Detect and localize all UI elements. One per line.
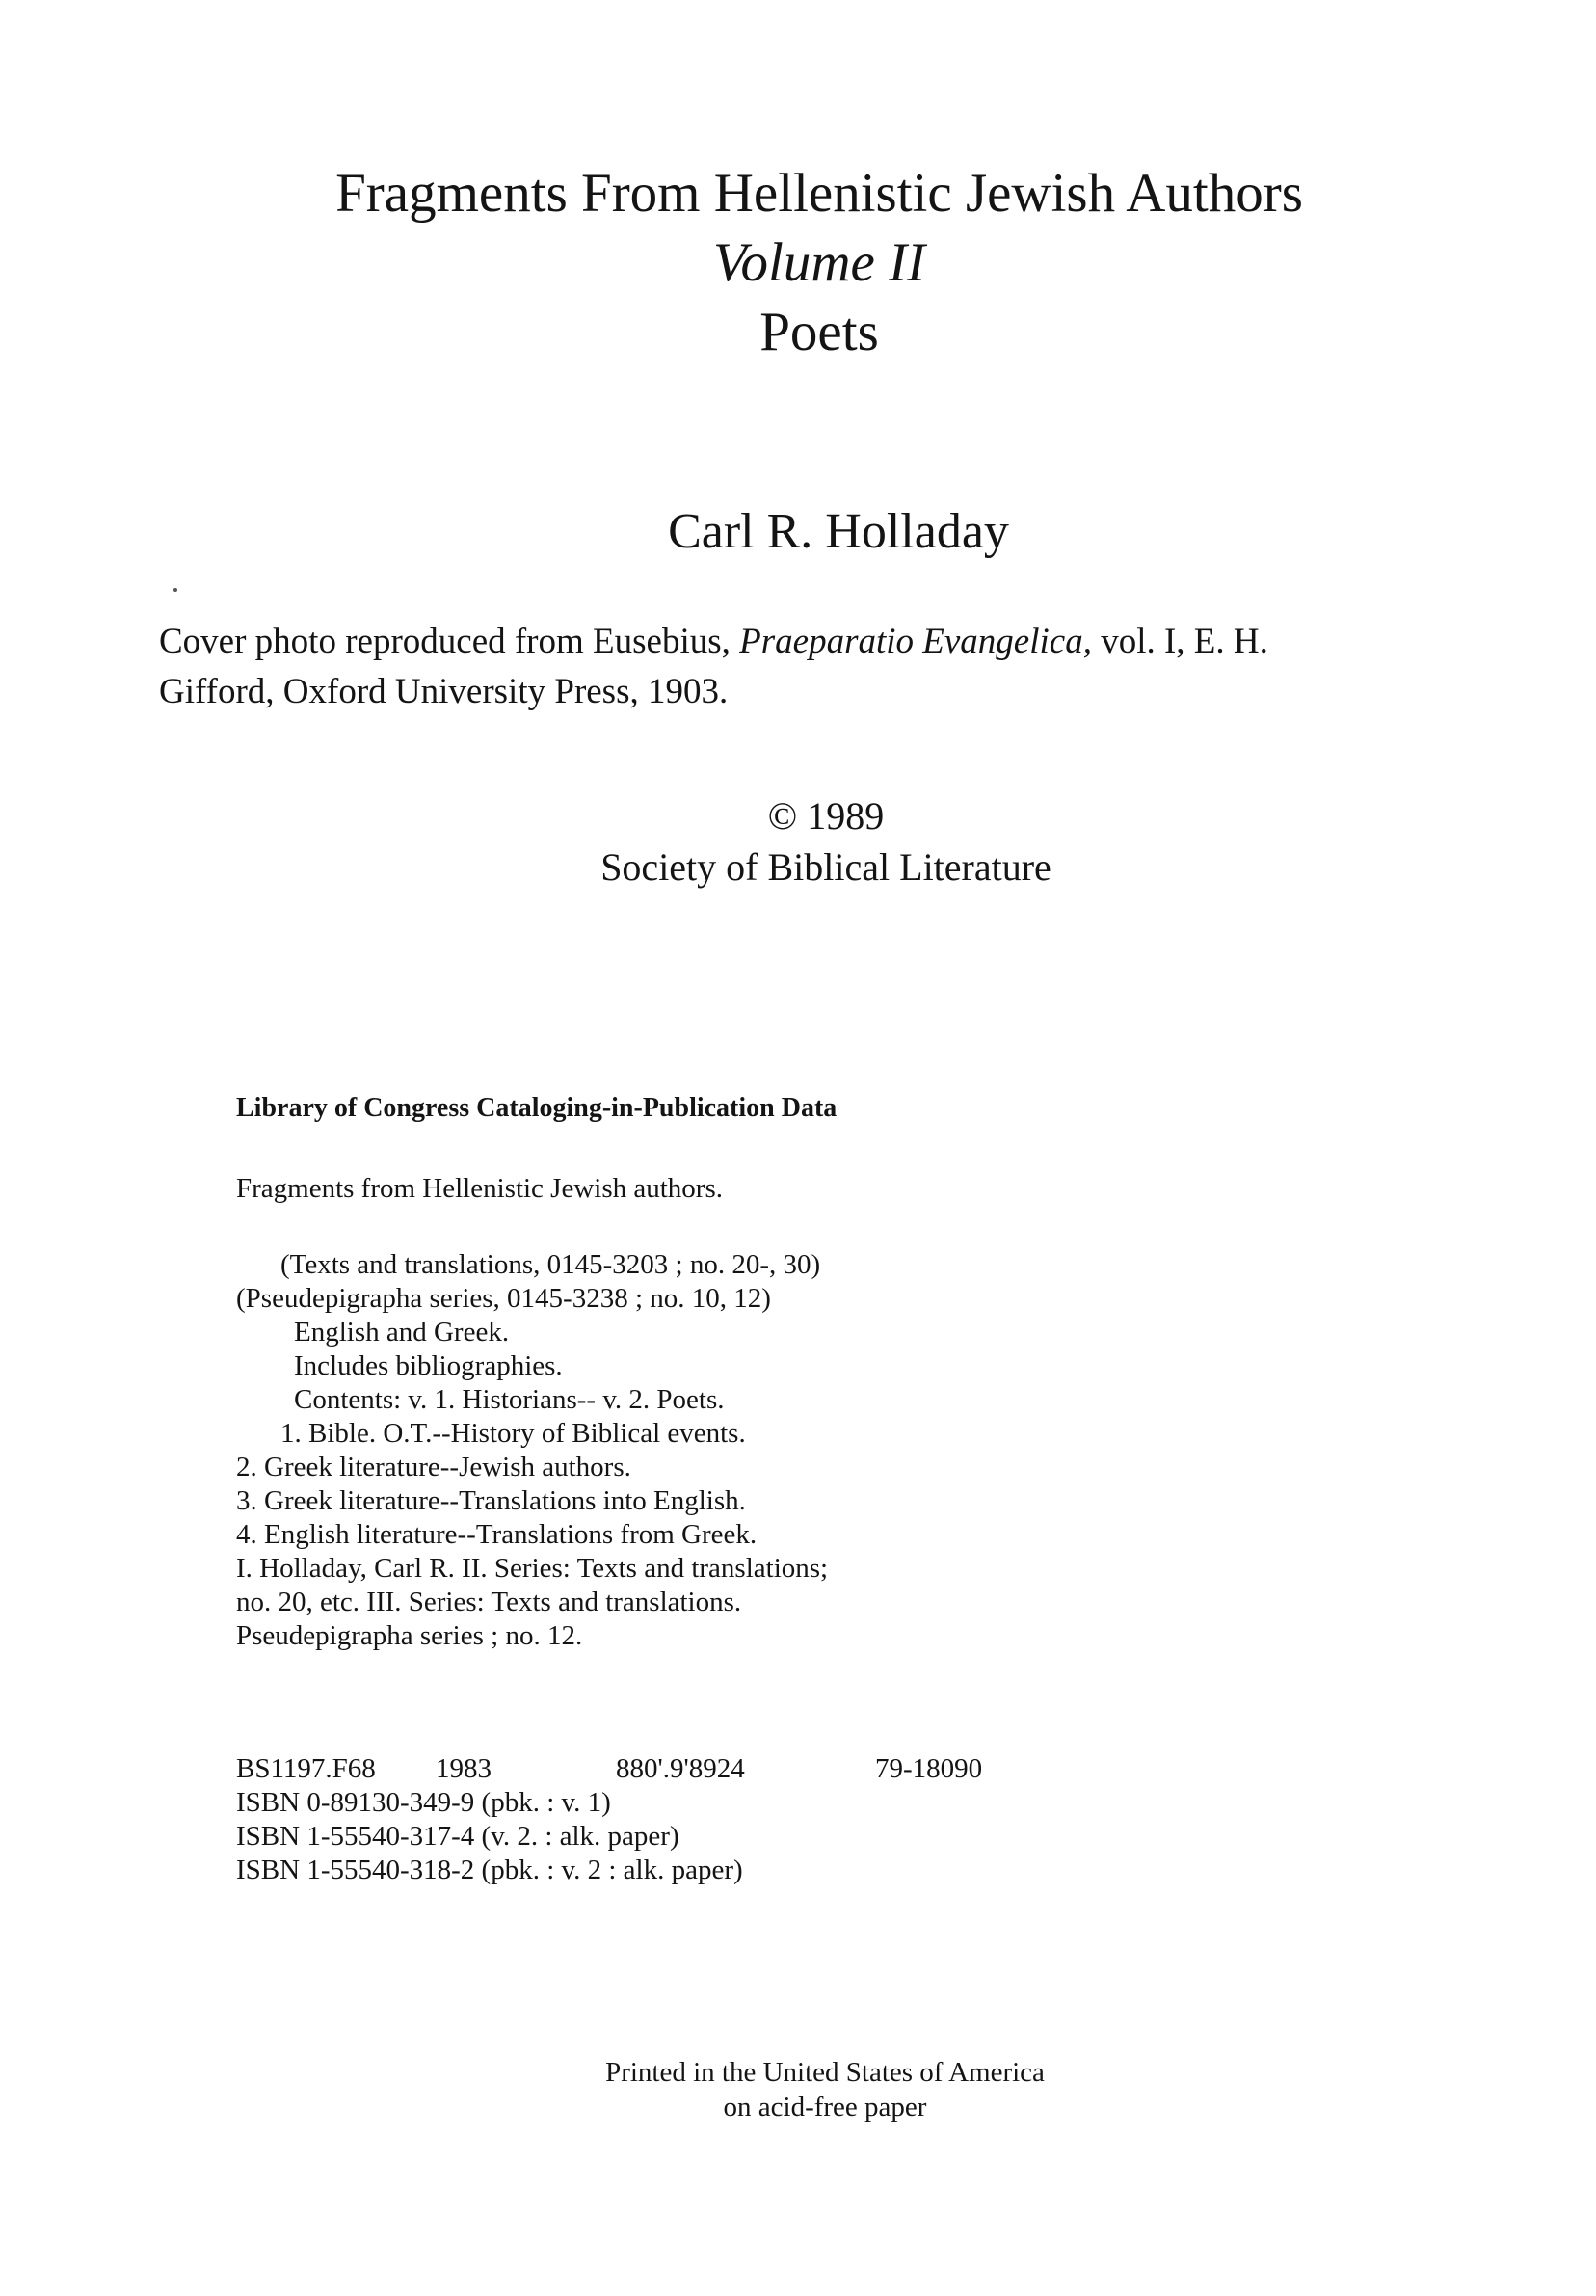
copyright-block (0, 790, 1596, 893)
book-title: Fragments From Hellenistic Jewish Authors (335, 163, 1303, 224)
printed-line-1: Printed in the United States of America (605, 2057, 1045, 2088)
cover-note-line-1 (159, 617, 1268, 667)
title-block (0, 159, 1596, 367)
isbn-line: ISBN 1-55540-317-4 (v. 2. : alk. paper) (236, 1821, 679, 1852)
cip-heading: Library of Congress Cataloging-in-Publication Data (236, 1093, 838, 1123)
cover-note-work: Praeparatio Evangelica, (739, 622, 1092, 661)
cip-line: Includes bibliographies. (294, 1350, 563, 1381)
cip-line: English and Greek. (294, 1317, 510, 1348)
dewey-number: 880'.9'8924 (616, 1753, 745, 1784)
author-name: Carl R. Holladay (668, 504, 1009, 559)
copyright-year: © 1989 (767, 794, 885, 838)
cip-record (236, 1248, 828, 1653)
isbn-list (236, 1786, 743, 1887)
cip-line: 3. Greek literature--Translations into English. (236, 1485, 746, 1516)
isbn-line: ISBN 1-55540-318-2 (pbk. : v. 2 : alk. paper) (236, 1855, 743, 1885)
publication-year: 1983 (436, 1753, 492, 1784)
copyright-publisher: Society of Biblical Literature (600, 845, 1051, 889)
cip-line: no. 20, etc. III. Series: Texts and translations. (236, 1587, 742, 1617)
printed-line-2: on acid-free paper (723, 2092, 927, 2122)
cip-line: 4. English literature--Translations from Greek. (236, 1519, 758, 1550)
cip-line: I. Holladay, Carl R. II. Series: Texts and translations; (236, 1553, 829, 1584)
call-number: BS1197.F68 (236, 1753, 376, 1784)
cip-line: (Pseudepigrapha series, 0145-3238 ; no. 10, 12) (236, 1283, 771, 1314)
cover-note-prefix: Cover photo reproduced from Eusebius, (159, 622, 740, 661)
cover-note-line-2: Gifford, Oxford University Press, 1903. (159, 672, 729, 711)
cip-title: Fragments from Hellenistic Jewish authors. (236, 1173, 723, 1204)
classification-row (236, 1752, 1104, 1786)
cover-note-suffix: vol. I, E. H. (1091, 622, 1268, 661)
printed-notice (0, 2055, 1596, 2124)
cip-line: Contents: v. 1. Historians-- v. 2. Poets. (294, 1384, 725, 1415)
cip-line: Pseudepigrapha series ; no. 12. (236, 1620, 583, 1651)
cip-line: 1. Bible. O.T.--History of Biblical events. (280, 1418, 746, 1449)
scan-speck (173, 588, 177, 592)
volume-label: Volume II (712, 232, 925, 293)
isbn-line: ISBN 0-89130-349-9 (pbk. : v. 1) (236, 1787, 611, 1818)
book-subtitle: Poets (759, 302, 879, 362)
cip-line: (Texts and translations, 0145-3203 ; no. 20-, 30) (280, 1249, 821, 1280)
cip-line: 2. Greek literature--Jewish authors. (236, 1452, 631, 1482)
cover-note (159, 617, 1268, 717)
lccn: 79-18090 (875, 1753, 983, 1784)
